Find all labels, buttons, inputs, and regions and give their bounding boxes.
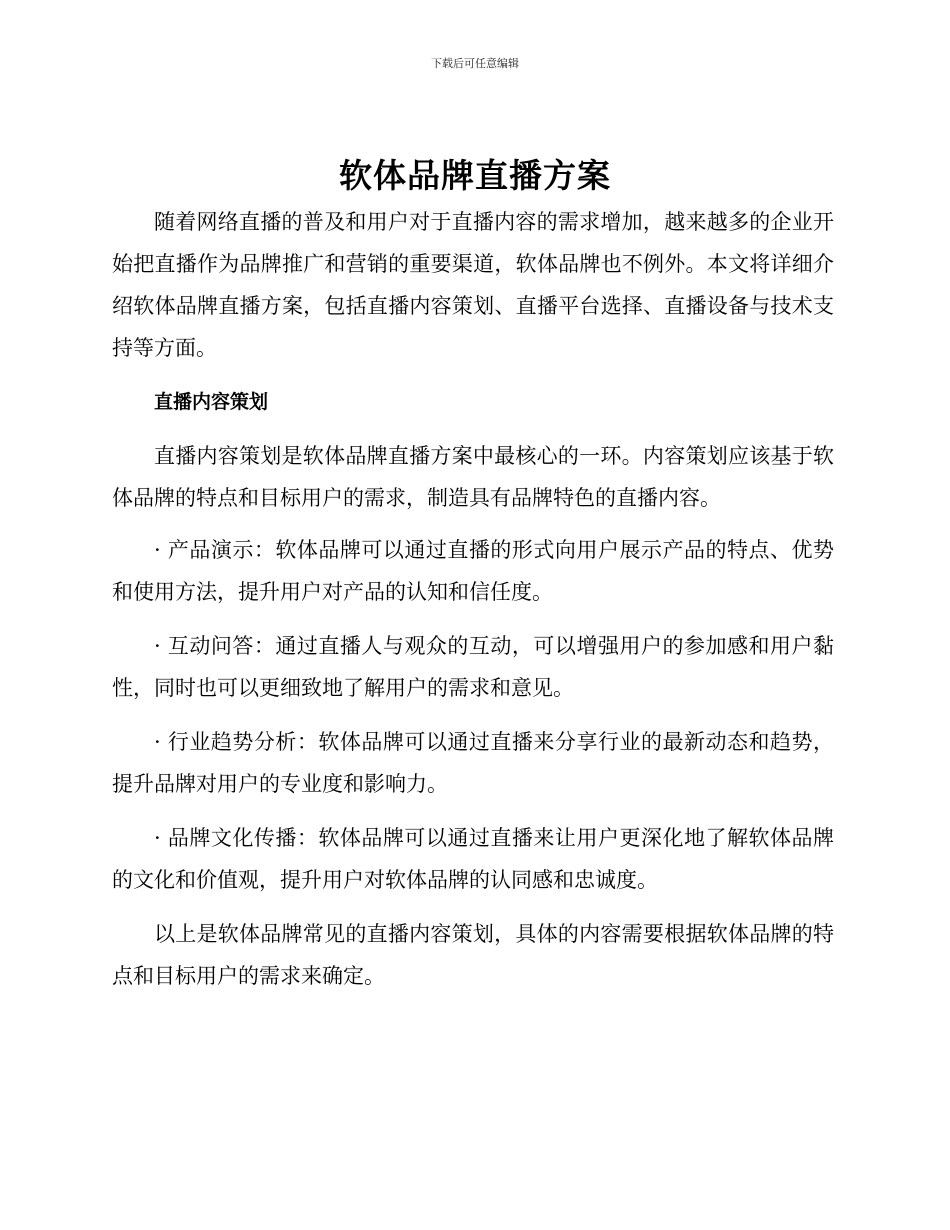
bullet-brand-culture: · 品牌文化传播：软体品牌可以通过直播来让用户更深化地了解软体品牌的文化和价值观，提升用户对软体品牌的认同感和忠诚度。 [112,826,834,892]
bullet-industry-trends: · 行业趋势分析：软体品牌可以通过直播来分享行业的最新动态和趋势，提升品牌对用户的专业度和影响力。 [112,730,834,796]
intro-paragraph: 随着网络直播的普及和用户对于直播内容的需求增加，越来越多的企业开始把直播作为品牌推广和营销的重要渠道，软体品牌也不例外。本文将详细介绍软体品牌直播方案，包括直播内容策划、直播平台选择、直播设备与技术支持等方面。 [112,210,834,360]
conclusion-paragraph: 以上是软体品牌常见的直播内容策划，具体的内容需要根据软体品牌的特点和目标用户的需求来确定。 [112,922,834,988]
bullet-product-demo: · 产品演示：软体品牌可以通过直播的形式向用户展示产品的特点、优势和使用方法，提升用户对产品的认知和信任度。 [112,538,834,604]
bullet-interactive-qa: · 互动问答：通过直播人与观众的互动，可以增强用户的参加感和用户黏性，同时也可以更细致地了解用户的需求和意见。 [112,634,834,700]
section-heading: 直播内容策划 [154,391,269,413]
section-intro-paragraph: 直播内容策划是软体品牌直播方案中最核心的一环。内容策划应该基于软体品牌的特点和目标用户的需求，制造具有品牌特色的直播内容。 [112,444,834,510]
header-note: 下载后可任意编辑 [431,57,519,70]
document-body [112,201,834,997]
document-title: 软体品牌直播方案 [339,156,611,195]
